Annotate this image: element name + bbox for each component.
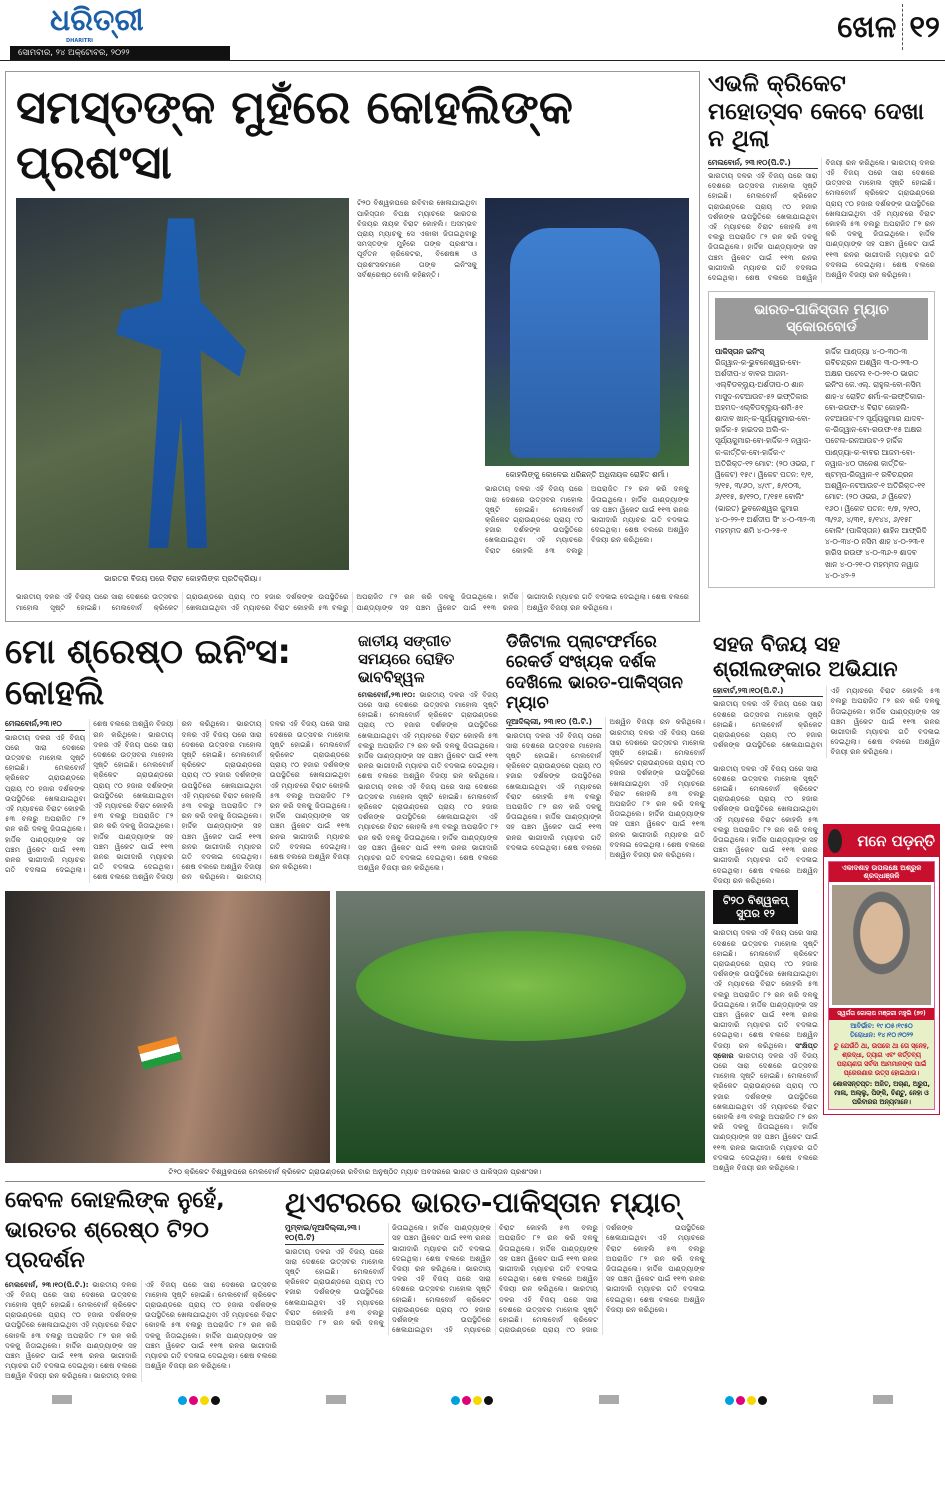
story2-headline: ମୋ ଶ୍ରେଷ୍ଠ ଇନିଂସ: କୋହଲି <box>5 631 291 713</box>
story3-text: ଭାରତୀୟ ଦଳର ଏହି ବିଜୟ ପରେ ସାରା ଦେଶରେ ଉତ୍ସବର ମାହୋଲ ସୃଷ୍ଟି ହୋଇଛି। ମେଲବୋର୍ନ କ୍ରିକେଟ ଗ୍ରାଉଣ୍ଡରେ ପ୍ରାୟ ୯୦ ହଜାର ଦର୍ଶକଙ୍କ ଉପସ୍ଥିତିରେ ଖେଳାଯାଇଥିବା ଏହି ମ୍ୟାଚରେ ବିରାଟ କୋହଲି ୫୩ ବଲରୁ ଅପରାଜିତ ୮୨ ରନ କରି ଦଳକୁ ଜିତାଇଥିଲେ। ହାର୍ଦ୍ଦିକ ପାଣ୍ଡ୍ୟାଙ୍କ ସହ ପଞ୍ଚମ ୱିକେଟ ପାଇଁ ୧୧୩ ରନର ଭାଗୀଦାରି ମ୍ୟାଚର ଗତି ବଦଳାଇ ଦେଇଥିଲା। ଶେଷ ବଲରେ ଅଶ୍ୱିନ ବିଜୟୀ ରନ କରିଥିଲେ। <box>358 689 498 781</box>
memorial-title: ମନେ ପଡ଼ନ୍ତି <box>857 831 935 850</box>
story6-headline: ଥିଏଟରରେ ଭାରତ-ପାକିସ୍ତାନ ମ୍ୟାଚ୍ <box>285 1185 681 1219</box>
memorial-inner <box>828 861 935 1110</box>
memorial-ad <box>823 824 940 1115</box>
story6 <box>285 1186 705 1336</box>
lead-body-middle: ଟି୨୦ ବିଶ୍ୱକପରେ ରବିବାର ଖେଳାଯାଇଥିବା ପାକିସ୍ତାନ ବିପକ୍ଷ ମ୍ୟାଚରେ ଭାରତର ବିଜୟର ନାୟକ ବିରାଟ କୋହଲି। ଅସମ୍ଭବ ପ୍ରାୟ ମ୍ୟାଚକୁ ସେ ଏକାକୀ ଜିତାଇଥିବାରୁ ସମସ୍ତଙ୍କ ମୁହଁରେ ତାଙ୍କ ପ୍ରଶଂସା। ପୂର୍ବତନ କ୍ରିକେଟର, ବିଶେଷଜ୍ଞ ଓ ପ୍ରଶଂସକମାନେ ତାଙ୍କ ଇନିଂସକୁ ସର୍ବଶ୍ରେଷ୍ଠ ବୋଲି କହିଛନ୍ତି। <box>357 198 477 279</box>
right-column-top <box>708 71 935 588</box>
story7-body-left: ଭାରତୀୟ ଦଳର ଏହି ବିଜୟ ପରେ ସାରା ଦେଶରେ ଉତ୍ସବର ମାହୋଲ ସୃଷ୍ଟି ହୋଇଛି। ମେଲବୋର୍ନ କ୍ରିକେଟ ଗ୍ରାଉଣ୍ଡରେ ପ୍ରାୟ ୯୦ ହଜାର ଦର୍ଶକଙ୍କ ଉପସ୍ଥିତିରେ ଖେଳାଯାଇଥିବା ଏହି ମ୍ୟାଚରେ ବିରାଟ କୋହଲି ୫୩ ବଲରୁ ଅପରାଜିତ ୮୨ ରନ କରି ଦଳକୁ ଜିତାଇଥିଲେ। ହାର୍ଦ୍ଦିକ ପାଣ୍ଡ୍ୟାଙ୍କ ସହ ପଞ୍ଚମ ୱିକେଟ ପାଇଁ ୧୧୩ ରନର ଭାଗୀଦାରି ମ୍ୟାଚର ଗତି ବଦଳାଇ ଦେଇଥିଲା। ଶେଷ ବଲରେ ଅଶ୍ୱିନ ବିଜୟୀ ରନ କରିଥିଲେ। <box>713 763 818 885</box>
side-headline: ଏଭଳି କ୍ରିକେଟ ମହୋତ୍ସବ କେବେ ଦେଖା ନ ଥିଲା <box>708 71 924 153</box>
page-number: ୧୨ <box>909 9 940 45</box>
green-hat <box>356 931 686 1041</box>
story6-text: ଭାରତୀୟ ଦଳର ଏହି ବିଜୟ ପରେ ସାରା ଦେଶରେ ଉତ୍ସବର ମାହୋଲ ସୃଷ୍ଟି ହୋଇଛି। ମେଲବୋର୍ନ କ୍ରିକେଟ ଗ୍ରାଉଣ୍ଡରେ ପ୍ରାୟ ୯୦ ହଜାର ଦର୍ଶକଙ୍କ ଉପସ୍ଥିତିରେ ଖେଳାଯାଇଥିବା ଏହି ମ୍ୟାଚରେ ବିରାଟ କୋହଲି ୫୩ ବଲରୁ ଅପରାଜିତ ୮୨ ରନ କରି ଦଳକୁ ଜିତାଇଥିଲେ। ହାର୍ଦ୍ଦିକ ପାଣ୍ଡ୍ୟାଙ୍କ ସହ ପଞ୍ଚମ ୱିକେଟ ପାଇଁ ୧୧୩ ରନର ଭାଗୀଦାରି ମ୍ୟାଚର ଗତି ବଦଳାଇ ଦେଇଥିଲା। ଶେଷ ବଲରେ ଅଶ୍ୱିନ ବିଜୟୀ ରନ କରିଥିଲେ। <box>285 1223 491 1328</box>
memorial-header <box>824 825 939 857</box>
story7-text: ଭାରତୀୟ ଦଳର ଏହି ବିଜୟ ପରେ ସାରା ଦେଶରେ ଉତ୍ସବର ମାହୋଲ ସୃଷ୍ଟି ହୋଇଛି। ମେଲବୋର୍ନ କ୍ରିକେଟ ଗ୍ରାଉଣ୍ଡରେ ପ୍ରାୟ ୯୦ ହଜାର ଦର୍ଶକଙ୍କ ଉପସ୍ଥିତିରେ ଖେଳାଯାଇଥିବା ଏହି ମ୍ୟାଚରେ ବିରାଟ କୋହଲି ୫୩ ବଲରୁ ଅପରାଜିତ ୮୨ ରନ କରି ଦଳକୁ ଜିତାଇଥିଲେ। ହାର୍ଦ୍ଦିକ ପାଣ୍ଡ୍ୟାଙ୍କ ସହ ପଞ୍ଚମ ୱିକେଟ ପାଇଁ ୧୧୩ ରନର ଭାଗୀଦାରି ମ୍ୟାଚର ଗତି ବଦଳାଇ ଦେଇଥିଲା। ଶେଷ ବଲରେ ଅଶ୍ୱିନ ବିଜୟୀ ରନ କରିଥିଲେ। <box>713 928 818 1050</box>
scoreboard-title: ଭାରତ-ପାକିସ୍ତାନ ମ୍ୟାଚ ସ୍କୋରବୋର୍ଡ <box>715 298 928 340</box>
issue-date: ସୋମବାର, ୨୪ ଅକ୍ଟୋବର, ୨୦୨୨ <box>10 46 230 60</box>
story4-headline: ଡିଜିଟାଲ ପ୍ଲାଟଫର୍ମରେ ରେକର୍ଡ ସଂଖ୍ୟକ ଦର୍ଶକ ଦେଖିଲେ ଭାରତ-ପାକିସ୍ତାନ ମ୍ୟାଚ <box>506 631 683 713</box>
story5-headline: କେବଳ କୋହଲିଙ୍କ ନୁହେଁ, ଭାରତର ଶ୍ରେଷ୍ଠ ଟି୨୦ ପ୍ରଦର୍ଶନ <box>5 1187 225 1273</box>
memorial-name: ସ୍ୱର୍ଗତା ଗୋଲାପ ମଞ୍ଜରୀ ମହୁଲି (୭୨) <box>829 1008 934 1019</box>
world-cup-badge: ଟି୨୦ ବିଶ୍ୱକପ୍ ସୁପର ୧୨ <box>713 890 798 924</box>
masthead <box>0 0 945 61</box>
tricolor-face-paint <box>138 1036 183 1070</box>
story7-dateline: ହୋବାର୍ଟ,୨୩।୧୦(ପି.ଟି.) <box>713 686 823 697</box>
lead-body-right: ଭାରତୀୟ ଦଳର ଏହି ବିଜୟ ପରେ ସାରା ଦେଶରେ ଉତ୍ସବର ମାହୋଲ ସୃଷ୍ଟି ହୋଇଛି। ମେଲବୋର୍ନ କ୍ରିକେଟ ଗ୍ରାଉଣ୍ଡରେ ପ୍ରାୟ ୯୦ ହଜାର ଦର୍ଶକଙ୍କ ଉପସ୍ଥିତିରେ ଖେଳାଯାଇଥିବା ଏହି ମ୍ୟାଚରେ ବିରାଟ କୋହଲି ୫୩ ବଲରୁ ଅପରାଜିତ ୮୨ ରନ କରି ଦଳକୁ ଜିତାଇଥିଲେ। ହାର୍ଦ୍ଦିକ ପାଣ୍ଡ୍ୟାଙ୍କ ସହ ପଞ୍ଚମ ୱିକେଟ ପାଇଁ ୧୧୩ ରନର ଭାଗୀଦାରି ମ୍ୟାଚର ଗତି ବଦଳାଇ ଦେଇଥିଲା। ଶେଷ ବଲରେ ଅଶ୍ୱିନ ବିଜୟୀ ରନ କରିଥିଲେ। <box>485 484 689 555</box>
lead-photo-caption-left: ଭାରତର ବିଜୟ ପରେ ବିରାଟ କୋହଲିଙ୍କ ପ୍ରତିକ୍ରିୟା। <box>104 574 261 584</box>
side-body <box>708 158 935 283</box>
story7-text: ଭାରତୀୟ ଦଳର ଏହି ବିଜୟ ପରେ ସାରା ଦେଶରେ ଉତ୍ସବର ମାହୋଲ ସୃଷ୍ଟି ହୋଇଛି। ମେଲବୋର୍ନ କ୍ରିକେଟ ଗ୍ରାଉଣ୍ଡରେ ପ୍ରାୟ ୯୦ ହଜାର ଦର୍ଶକଙ୍କ ଉପସ୍ଥିତିରେ ଖେଳାଯାଇଥିବା ଏହି ମ୍ୟାଚରେ ବିରାଟ କୋହଲି ୫୩ ବଲରୁ ଅପରାଜିତ ୮୨ ରନ କରି ଦଳକୁ ଜିତାଇଥିଲେ। ହାର୍ଦ୍ଦିକ ପାଣ୍ଡ୍ୟାଙ୍କ ସହ ପଞ୍ଚମ ୱିକେଟ ପାଇଁ ୧୧୩ ରନର ଭାଗୀଦାରି ମ୍ୟାଚର ଗତି ବଦଳାଇ ଦେଇଥିଲା। ଶେଷ ବଲରେ ଅଶ୍ୱିନ ବିଜୟୀ ରନ କରିଥିଲେ। <box>713 686 940 757</box>
story6-text: ଭାରତୀୟ ଦଳର ଏହି ବିଜୟ ପରେ ସାରା ଦେଶରେ ଉତ୍ସବର ମାହୋଲ ସୃଷ୍ଟି ହୋଇଛି। ମେଲବୋର୍ନ କ୍ରିକେଟ ଗ୍ରାଉଣ୍ଡରେ ପ୍ରାୟ ୯୦ ହଜାର ଦର୍ଶକଙ୍କ ଉପସ୍ଥିତିରେ ଖେଳାଯାଇଥିବା ଏହି ମ୍ୟାଚରେ ବିରାଟ କୋହଲି ୫୩ ବଲରୁ ଅପରାଜିତ ୮୨ ରନ କରି ଦଳକୁ ଜିତାଇଥିଲେ। ହାର୍ଦ୍ଦିକ ପାଣ୍ଡ୍ୟାଙ୍କ ସହ ପଞ୍ଚମ ୱିକେଟ ପାଇଁ ୧୧୩ ରନର ଭାଗୀଦାରି ମ୍ୟାଚର ଗତି ବଦଳାଇ ଦେଇଥିଲା। ଶେଷ ବଲରେ ଅଶ୍ୱିନ ବିଜୟୀ ରନ କରିଥିଲେ। <box>392 1223 598 1335</box>
lead-headline: ସମସ୍ତଙ୍କ ମୁହଁରେ କୋହଲିଙ୍କ ପ୍ରଶଂସା <box>16 80 573 190</box>
top-row <box>0 71 945 622</box>
logo: ଧରିତ୍ରୀ <box>50 3 144 38</box>
scoreboard-lines: ରିଜ୍ୱାନ-କ-ଭୁବନେଶ୍ୱର-ବୋ-ଅର୍ଶଦୀପ-୪ ବାବର ଆଜମ-ଏଲ୍‌ବିଡବ୍ଲ୍ୟୁ-ଅର୍ଶଦୀପ-୦ ଶାନ ମାସୁଦ-ନଟଆଉଟ-୫୨ ଇଫ୍ତିକାର ଅହମଦ-ଏଲ୍‌ବିଡବ୍ଲ୍ୟୁ-ଶମି-୫୧ ଶାଦାବ ଖାନ୍-କ-ସୂର୍ଯ୍ୟକୁମାର-ବୋ-ହାର୍ଦ୍ଦିକ-୫ ହାଇଦର ଅଲି-କ-ସୂର୍ଯ୍ୟକୁମାର-ବୋ-ହାର୍ଦ୍ଦିକ-୨ ନୱାଜ-କ-କାର୍ତ୍ତିକ-ବୋ-ହାର୍ଦ୍ଦିକ-୯ ଅତିରିକ୍ତ-୧୨ ମୋଟ: (୨୦ ଓଭର, ୮ ୱିକେଟ) ୧୫୯। ୱିକେଟ ପତନ: ୧/୧, ୨/୧୫, ୩/୬୦, ୪/୯୮, ୫/୧୦୩, ୬/୧୧୫, ୭/୧୨୦, ୮/୧୫୧ ବୋଲିଂ (ଭାରତ) ଭୁବନେଶ୍ୱର କୁମାର ୪-୦-୨୨-୧ ଅର୍ଶଦୀପ ସିଂ ୪-୦-୩୨-୩ ମହମ୍ମଦ ଶମି ୪-୦-୨୫-୧ <box>715 358 816 536</box>
section-divider <box>902 4 903 50</box>
bottom-stories <box>5 1186 705 1382</box>
lead-content <box>16 198 689 588</box>
story3-headline: ଜାତୀୟ ସଙ୍ଗୀତ ସମୟରେ ରୋହିତ ଭାବବିହ୍ୱଳ <box>358 631 455 686</box>
player-figure <box>116 218 246 548</box>
story4-text: ଭାରତୀୟ ଦଳର ଏହି ବିଜୟ ପରେ ସାରା ଦେଶରେ ଉତ୍ସବର ମାହୋଲ ସୃଷ୍ଟି ହୋଇଛି। ମେଲବୋର୍ନ କ୍ରିକେଟ ଗ୍ରାଉଣ୍ଡରେ ପ୍ରାୟ ୯୦ ହଜାର ଦର୍ଶକଙ୍କ ଉପସ୍ଥିତିରେ ଖେଳାଯାଇଥିବା ଏହି ମ୍ୟାଚରେ ବିରାଟ କୋହଲି ୫୩ ବଲରୁ ଅପରାଜିତ ୮୨ ରନ କରି ଦଳକୁ ଜିତାଇଥିଲେ। ହାର୍ଦ୍ଦିକ ପାଣ୍ଡ୍ୟାଙ୍କ ସହ ପଞ୍ଚମ ୱିକେଟ ପାଇଁ ୧୧୩ ରନର ଭାଗୀଦାରି ମ୍ୟାଚର ଗତି ବଦଳାଇ ଦେଇଥିଲା। ଶେଷ ବଲରେ ଅଶ୍ୱିନ ବିଜୟୀ ରନ କରିଥିଲେ। <box>609 727 705 859</box>
kohli-celebration-photo <box>16 198 349 570</box>
story6-dateline: ମୁମ୍ବାଇ/ନୂଆଦିଲ୍ଲୀ,୨୩।୧୦(ପି.ଟି) <box>285 1223 384 1244</box>
cmyk-dots <box>724 1390 768 1409</box>
logo-subtext: DHARITRI <box>66 38 94 44</box>
lead-body-bottom: ଭାରତୀୟ ଦଳର ଏହି ବିଜୟ ପରେ ସାରା ଦେଶରେ ଉତ୍ସବର ମାହୋଲ ସୃଷ୍ଟି ହୋଇଛି। ମେଲବୋର୍ନ କ୍ରିକେଟ ଗ୍ରାଉଣ୍ଡରେ ପ୍ରାୟ ୯୦ ହଜାର ଦର୍ଶକଙ୍କ ଉପସ୍ଥିତିରେ ଖେଳାଯାଇଥିବା ଏହି ମ୍ୟାଚରେ ବିରାଟ କୋହଲି ୫୩ ବଲରୁ ଅପରାଜିତ ୮୨ ରନ କରି ଦଳକୁ ଜିତାଇଥିଲେ। ହାର୍ଦ୍ଦିକ ପାଣ୍ଡ୍ୟାଙ୍କ ସହ ପଞ୍ଚମ ୱିକେଟ ପାଇଁ ୧୧୩ ରନର ଭାଗୀଦାରି ମ୍ୟାଚର ଗତି ବଦଳାଇ ଦେଇଥିଲା। ଶେଷ ବଲରେ ଅଶ୍ୱିନ ବିଜୟୀ ରନ କରିଥିଲେ। <box>16 592 689 612</box>
memorial-subtitle: ଏକାଦଶାହ ଉପଲକ୍ଷେ ଅଶ୍ରୁଳ ଶ୍ରଦ୍ଧାଞ୍ଜଳି <box>829 862 934 883</box>
photo-caption: ଟି୨୦ କ୍ରିକେଟ ବିଶ୍ୱକପରେ ମେଲବୋର୍ନ କ୍ରିକେଟ ଗ୍ରାଉଣ୍ଡରେ ରବିବାର ଅନୁଷ୍ଠିତ ମ୍ୟାଚ ଅବସରରେ ଭାରତ ଓ ପାକିସ୍ତାନ ପ୍ରଶଂସକ। <box>168 1166 542 1176</box>
story4-body <box>506 717 705 860</box>
left-main <box>5 632 705 1382</box>
pakistan-innings-label: ପାକିସ୍ତାନ ଇନିଂସ୍ <box>715 346 764 356</box>
gray-mark <box>52 1395 72 1404</box>
indian-fan-photo <box>5 891 330 1163</box>
scoreboard-body <box>715 346 928 581</box>
story4-dateline: ନୂଆଦିଲ୍ଲୀ, ୨୩।୧୦ (ପି.ଟି.) <box>506 717 602 728</box>
story7-body-bottom <box>713 928 818 1173</box>
players-figure <box>510 228 660 458</box>
story2-text: ଭାରତୀୟ ଦଳର ଏହି ବିଜୟ ପରେ ସାରା ଦେଶରେ ଉତ୍ସବର ମାହୋଲ ସୃଷ୍ଟି ହୋଇଛି। ମେଲବୋର୍ନ କ୍ରିକେଟ ଗ୍ରାଉଣ୍ଡରେ ପ୍ରାୟ ୯୦ ହଜାର ଦର୍ଶକଙ୍କ ଉପସ୍ଥିତିରେ ଖେଳାଯାଇଥିବା ଏହି ମ୍ୟାଚରେ ବିରାଟ କୋହଲି ୫୩ ବଲରୁ ଅପରାଜିତ ୮୨ ରନ କରି ଦଳକୁ ଜିତାଇଥିଲେ। ହାର୍ଦ୍ଦିକ ପାଣ୍ଡ୍ୟାଙ୍କ ସହ ପଞ୍ଚମ ୱିକେଟ ପାଇଁ ୧୧୩ ରନର ଭାଗୀଦାରି ମ୍ୟାଚର ଗତି ବଦଳାଇ ଦେଇଥିଲା। ଶେଷ ବଲରେ ଅଶ୍ୱିନ ବିଜୟୀ ରନ କରିଥିଲେ। <box>5 719 174 875</box>
photo-row <box>5 891 705 1163</box>
memorial-details <box>829 1020 934 1109</box>
story3-body <box>358 690 498 874</box>
section-name: ଖେଳ <box>837 9 897 45</box>
side-dateline: ମେଲବୋର୍ନ, ୨୩।୧୦(ପି.ଟି.) <box>708 158 818 169</box>
story7-lower <box>713 764 940 1174</box>
story6-text: ଭାରତୀୟ ଦଳର ଏହି ବିଜୟ ପରେ ସାରା ଦେଶରେ ଉତ୍ସବର ମାହୋଲ ସୃଷ୍ଟି ହୋଇଛି। ମେଲବୋର୍ନ କ୍ରିକେଟ ଗ୍ରାଉଣ୍ଡରେ ପ୍ରାୟ ୯୦ ହଜାର ଦର୍ଶକଙ୍କ ଉପସ୍ଥିତିରେ ଖେଳାଯାଇଥିବା ଏହି ମ୍ୟାଚରେ ବିରାଟ କୋହଲି ୫୩ ବଲରୁ ଅପରାଜିତ ୮୨ ରନ କରି ଦଳକୁ ଜିତାଇଥିଲେ। ହାର୍ଦ୍ଦିକ ପାଣ୍ଡ୍ୟାଙ୍କ ସହ ପଞ୍ଚମ ୱିକେଟ ପାଇଁ ୧୧୩ ରନର ଭାଗୀଦାରି ମ୍ୟାଚର ଗତି ବଦଳାଇ ଦେଇଥିଲା। ଶେଷ ବଲରେ ଅଶ୍ୱିନ ବିଜୟୀ ରନ କରିଥିଲେ। <box>499 1223 705 1335</box>
gray-mark <box>873 1395 893 1404</box>
story5-text: ଭାରତୀୟ ଦଳର ଏହି ବିଜୟ ପରେ ସାରା ଦେଶରେ ଉତ୍ସବର ମାହୋଲ ସୃଷ୍ଟି ହୋଇଛି। ମେଲବୋର୍ନ କ୍ରିକେଟ ଗ୍ରାଉଣ୍ଡରେ ପ୍ରାୟ ୯୦ ହଜାର ଦର୍ଶକଙ୍କ ଉପସ୍ଥିତିରେ ଖେଳାଯାଇଥିବା ଏହି ମ୍ୟାଚରେ ବିରାଟ କୋହଲି ୫୩ ବଲରୁ ଅପରାଜିତ ୮୨ ରନ କରି ଦଳକୁ ଜିତାଇଥିଲେ। ହାର୍ଦ୍ଦିକ ପାଣ୍ଡ୍ୟାଙ୍କ ସହ ପଞ୍ଚମ ୱିକେଟ ପାଇଁ ୧୧୩ ରନର ଭାଗୀଦାରି ମ୍ୟାଚର ଗତି ବଦଳାଇ ଦେଇଥିଲା। ଶେଷ ବଲରେ ଅଶ୍ୱିନ ବିଜୟୀ ରନ କରିଥିଲେ। <box>5 1279 138 1381</box>
memorial-mourners: ଶୋକସନ୍ତପ୍ତ: ଅଜିତ, ଅଚାଣ, ଅରୁପ, ମାଳା, ଅଲ୍ଲୁ, ପିଙ୍କି, ଚିଣ୍ଟୁ, ନେହା ଓ ପରିବାରର ଅନ୍ୟମାନେ। <box>833 1079 930 1106</box>
story4-text: ଭାରତୀୟ ଦଳର ଏହି ବିଜୟ ପରେ ସାରା ଦେଶରେ ଉତ୍ସବର ମାହୋଲ ସୃଷ୍ଟି ହୋଇଛି। ମେଲବୋର୍ନ କ୍ରିକେଟ ଗ୍ରାଉଣ୍ଡରେ ପ୍ରାୟ ୯୦ ହଜାର ଦର୍ଶକଙ୍କ ଉପସ୍ଥିତିରେ ଖେଳାଯାଇଥିବା ଏହି ମ୍ୟାଚରେ ବିରାଟ କୋହଲି ୫୩ ବଲରୁ ଅପରାଜିତ ୮୨ ରନ କରି ଦଳକୁ ଜିତାଇଥିଲେ। ହାର୍ଦ୍ଦିକ ପାଣ୍ଡ୍ୟାଙ୍କ ସହ ପଞ୍ଚମ ୱିକେଟ ପାଇଁ ୧୧୩ ରନର ଭାଗୀଦାରି ମ୍ୟାଚର ଗତି ବଦଳାଇ ଦେଇଥିଲା। ଶେଷ ବଲରେ ଅଶ୍ୱିନ ବିଜୟୀ ରନ କରିଥିଲେ। <box>506 717 705 852</box>
pakistan-fan-photo <box>336 891 705 1163</box>
candle-icon <box>828 829 842 853</box>
lead-story <box>5 71 700 622</box>
scoreboard-left <box>715 346 819 536</box>
story5 <box>5 1186 277 1382</box>
story5-dateline: ମେଲବୋର୍ନ, ୨୩।୧୦(ପି.ଟି.): <box>5 1279 89 1289</box>
memorial-portrait <box>832 885 931 1005</box>
memorial-message: ତୁ ଯେଉଁଠି ଥା, ଉପରେ ଥା ତୋ ସ୍ନେହ, ଶ୍ରଦ୍ଧା, ତ୍ୟାଗ ଏବଂ କର୍ତ୍ତବ୍ୟ ପରାୟଣତା ସର୍ବଦା ଆମମାନଙ୍କ ପାଇଁ ପ୍ରେରଣାର ଉତ୍ସ ହୋଇଥାଉ। <box>833 1041 930 1077</box>
masthead-left <box>10 4 230 60</box>
lead-left-column <box>16 198 349 588</box>
story7-text: ଭାରତୀୟ ଦଳର ଏହି ବିଜୟ ପରେ ସାରା ଦେଶରେ ଉତ୍ସବର ମାହୋଲ ସୃଷ୍ଟି ହୋଇଛି। ମେଲବୋର୍ନ କ୍ରିକେଟ ଗ୍ରାଉଣ୍ଡରେ ପ୍ରାୟ ୯୦ ହଜାର ଦର୍ଶକଙ୍କ ଉପସ୍ଥିତିରେ ଖେଳାଯାଇଥିବା ଏହି ମ୍ୟାଚରେ ବିରାଟ କୋହଲି ୫୩ ବଲରୁ ଅପରାଜିତ ୮୨ ରନ କରି ଦଳକୁ ଜିତାଇଥିଲେ। ହାର୍ଦ୍ଦିକ ପାଣ୍ଡ୍ୟାଙ୍କ ସହ ପଞ୍ଚମ ୱିକେଟ ପାଇଁ ୧୧୩ ରନର ଭାଗୀଦାରି ମ୍ୟାଚର ଗତି ବଦଳାଇ ଦେଇଥିଲା। ଶେଷ ବଲରେ ଅଶ୍ୱିନ ବିଜୟୀ ରନ କରିଥିଲେ। <box>713 1050 818 1173</box>
print-color-marks <box>0 1382 945 1413</box>
story7-headline: ସହଜ ବିଜୟ ସହ ଶ୍ରୀଲଙ୍କାର ଅଭିଯାନ <box>713 631 898 681</box>
lead-photo-caption-right: କୋହଲିଙ୍କୁ କୋଳେଇ ଧରିଛନ୍ତି ଅଧିନାୟକ ରୋହିତ ଶର୍ମା। <box>505 470 669 480</box>
story2-text: ଭାରତୀୟ ଦଳର ଏହି ବିଜୟ ପରେ ସାରା ଦେଶରେ ଉତ୍ସବର ମାହୋଲ ସୃଷ୍ଟି ହୋଇଛି। ମେଲବୋର୍ନ କ୍ରିକେଟ ଗ୍ରାଉଣ୍ଡରେ ପ୍ରାୟ ୯୦ ହଜାର ଦର୍ଶକଙ୍କ ଉପସ୍ଥିତିରେ ଖେଳାଯାଇଥିବା ଏହି ମ୍ୟାଚରେ ବିରାଟ କୋହଲି ୫୩ ବଲରୁ ଅପରାଜିତ ୮୨ ରନ କରି ଦଳକୁ ଜିତାଇଥିଲେ। ହାର୍ଦ୍ଦିକ ପାଣ୍ଡ୍ୟାଙ୍କ ସହ ପଞ୍ଚମ ୱିକେଟ ପାଇଁ ୧୧୩ ରନର ଭାଗୀଦାରି ମ୍ୟାଚର ଗତି ବଦଳାଇ ଦେଇଥିଲା। ଶେଷ ବଲରେ ଅଶ୍ୱିନ ବିଜୟୀ ରନ କରିଥିଲେ। <box>93 719 237 882</box>
side-text: ଭାରତୀୟ ଦଳର ଏହି ବିଜୟ ପରେ ସାରା ଦେଶରେ ଉତ୍ସବର ମାହୋଲ ସୃଷ୍ଟି ହୋଇଛି। ମେଲବୋର୍ନ କ୍ରିକେଟ ଗ୍ରାଉଣ୍ଡରେ ପ୍ରାୟ ୯୦ ହଜାର ଦର୍ଶକଙ୍କ ଉପସ୍ଥିତିରେ ଖେଳାଯାଇଥିବା ଏହି ମ୍ୟାଚରେ ବିରାଟ କୋହଲି ୫୩ ବଲରୁ ଅପରାଜିତ ୮୨ ରନ କରି ଦଳକୁ ଜିତାଇଥିଲେ। ହାର୍ଦ୍ଦିକ ପାଣ୍ଡ୍ୟାଙ୍କ ସହ ପଞ୍ଚମ ୱିକେଟ ପାଇଁ ୧୧୩ ରନର ଭାଗୀଦାରି ମ୍ୟାଚର ଗତି ବଦଳାଇ ଦେଇଥିଲା। ଶେଷ ବଲରେ ଅଶ୍ୱିନ ବିଜୟୀ ରନ କରିଥିଲେ। <box>825 157 935 280</box>
story2-body <box>5 719 350 882</box>
story2-text: ଭାରତୀୟ ଦଳର ଏହି ବିଜୟ ପରେ ସାରା ଦେଶରେ ଉତ୍ସବର ମାହୋଲ ସୃଷ୍ଟି ହୋଇଛି। ମେଲବୋର୍ନ କ୍ରିକେଟ ଗ୍ରାଉଣ୍ଡରେ ପ୍ରାୟ ୯୦ ହଜାର ଦର୍ଶକଙ୍କ ଉପସ୍ଥିତିରେ ଖେଳାଯାଇଥିବା ଏହି ମ୍ୟାଚରେ ବିରାଟ କୋହଲି ୫୩ ବଲରୁ ଅପରାଜିତ ୮୨ ରନ କରି ଦଳକୁ ଜିତାଇଥିଲେ। ହାର୍ଦ୍ଦିକ ପାଣ୍ଡ୍ୟାଙ୍କ ସହ ପଞ୍ଚମ ୱିକେଟ ପାଇଁ ୧୧୩ ରନର ଭାଗୀଦାରି ମ୍ୟାଚର ଗତି ବଦଳାଇ ଦେଇଥିଲା। ଶେଷ ବଲରେ ଅଶ୍ୱିନ ବିଜୟୀ ରନ କରିଥିଲେ। <box>181 719 262 882</box>
memorial-born: ଆବିର୍ଭାବ: ୧୯।୦୫।୧୯୫୦ <box>850 1021 913 1030</box>
gray-mark <box>326 1395 346 1404</box>
story5-text: ଭାରତୀୟ ଦଳର ଏହି ବିଜୟ ପରେ ସାରା ଦେଶରେ ଉତ୍ସବର ମାହୋଲ ସୃଷ୍ଟି ହୋଇଛି। ମେଲବୋର୍ନ କ୍ରିକେଟ ଗ୍ରାଉଣ୍ଡରେ ପ୍ରାୟ ୯୦ ହଜାର ଦର୍ଶକଙ୍କ ଉପସ୍ଥିତିରେ ଖେଳାଯାଇଥିବା ଏହି ମ୍ୟାଚରେ ବିରାଟ କୋହଲି ୫୩ ବଲରୁ ଅପରାଜିତ ୮୨ ରନ କରି ଦଳକୁ ଜିତାଇଥିଲେ। ହାର୍ଦ୍ଦିକ ପାଣ୍ଡ୍ୟାଙ୍କ ସହ ପଞ୍ଚମ ୱିକେଟ ପାଇଁ ୧୧୩ ରନର ଭାଗୀଦାରି ମ୍ୟାଚର ଗତି ବଦଳାଇ ଦେଇଥିଲା। ଶେଷ ବଲରେ ଅଶ୍ୱିନ ବିଜୟୀ ରନ କରିଥିଲେ। <box>93 1279 277 1381</box>
story7-left-column <box>713 764 818 1174</box>
middle-stories <box>5 632 705 883</box>
story7-body-top <box>713 686 940 757</box>
lead-right-column <box>485 198 689 555</box>
cmyk-dots <box>177 1390 221 1409</box>
masthead-right <box>837 4 940 50</box>
story3-dateline: ମେଲବୋର୍ନ,୨୩।୧୦: <box>358 689 416 699</box>
story2-dateline: ମେଲବୋର୍ନ,୨୩।୧୦ <box>5 719 85 730</box>
memorial-died: ତିରୋଧାନ: ୧୪।୧୦।୨୦୨୨ <box>849 1030 914 1039</box>
brief-score-subhead: ସଂକ୍ଷିପ୍ତ ସ୍କୋର <box>713 1040 818 1060</box>
bottom-section <box>0 622 945 1382</box>
kohli-rohit-hug-photo <box>485 198 689 466</box>
right-column-bottom <box>713 632 940 1173</box>
story4 <box>506 632 705 860</box>
story5-body <box>5 1280 277 1382</box>
divider <box>5 1181 705 1182</box>
story2 <box>5 632 350 883</box>
story3 <box>358 632 498 874</box>
scoreboard <box>708 291 935 588</box>
story3-text: ଭାରତୀୟ ଦଳର ଏହି ବିଜୟ ପରେ ସାରା ଦେଶରେ ଉତ୍ସବର ମାହୋଲ ସୃଷ୍ଟି ହୋଇଛି। ମେଲବୋର୍ନ କ୍ରିକେଟ ଗ୍ରାଉଣ୍ଡରେ ପ୍ରାୟ ୯୦ ହଜାର ଦର୍ଶକଙ୍କ ଉପସ୍ଥିତିରେ ଖେଳାଯାଇଥିବା ଏହି ମ୍ୟାଚରେ ବିରାଟ କୋହଲି ୫୩ ବଲରୁ ଅପରାଜିତ ୮୨ ରନ କରି ଦଳକୁ ଜିତାଇଥିଲେ। ହାର୍ଦ୍ଦିକ ପାଣ୍ଡ୍ୟାଙ୍କ ସହ ପଞ୍ଚମ ୱିକେଟ ପାଇଁ ୧୧୩ ରନର ଭାଗୀଦାରି ମ୍ୟାଚର ଗତି ବଦଳାଇ ଦେଇଥିଲା। ଶେଷ ବଲରେ ଅଶ୍ୱିନ ବିଜୟୀ ରନ କରିଥିଲେ। <box>358 781 498 873</box>
story2-text: ଭାରତୀୟ ଦଳର ଏହି ବିଜୟ ପରେ ସାରା ଦେଶରେ ଉତ୍ସବର ମାହୋଲ ସୃଷ୍ଟି ହୋଇଛି। ମେଲବୋର୍ନ କ୍ରିକେଟ ଗ୍ରାଉଣ୍ଡରେ ପ୍ରାୟ ୯୦ ହଜାର ଦର୍ଶକଙ୍କ ଉପସ୍ଥିତିରେ ଖେଳାଯାଇଥିବା ଏହି ମ୍ୟାଚରେ ବିରାଟ କୋହଲି ୫୩ ବଲରୁ ଅପରାଜିତ ୮୨ ରନ କରି ଦଳକୁ ଜିତାଇଥିଲେ। ହାର୍ଦ୍ଦିକ ପାଣ୍ଡ୍ୟାଙ୍କ ସହ ପଞ୍ଚମ ୱିକେଟ ପାଇଁ ୧୧୩ ରନର ଭାଗୀଦାରି ମ୍ୟାଚର ଗତି ବଦଳାଇ ଦେଇଥିଲା। ଶେଷ ବଲରେ ଅଶ୍ୱିନ ବିଜୟୀ ରନ କରିଥିଲେ। <box>236 719 350 882</box>
cmyk-dots <box>450 1390 494 1409</box>
story6-body <box>285 1223 705 1335</box>
gray-mark <box>599 1395 619 1404</box>
side-text: ଭାରତୀୟ ଦଳର ଏହି ବିଜୟ ପରେ ସାରା ଦେଶରେ ଉତ୍ସବର ମାହୋଲ ସୃଷ୍ଟି ହୋଇଛି। ମେଲବୋର୍ନ କ୍ରିକେଟ ଗ୍ରାଉଣ୍ଡରେ ପ୍ରାୟ ୯୦ ହଜାର ଦର୍ଶକଙ୍କ ଉପସ୍ଥିତିରେ ଖେଳାଯାଇଥିବା ଏହି ମ୍ୟାଚରେ ବିରାଟ କୋହଲି ୫୩ ବଲରୁ ଅପରାଜିତ ୮୨ ରନ କରି ଦଳକୁ ଜିତାଇଥିଲେ। ହାର୍ଦ୍ଦିକ ପାଣ୍ଡ୍ୟାଙ୍କ ସହ ପଞ୍ଚମ ୱିକେଟ ପାଇଁ ୧୧୩ ରନର ଭାଗୀଦାରି ମ୍ୟାଚର ଗତି ବଦଳାଇ ଦେଇଥିଲା। ଶେଷ ବଲରେ ଅଶ୍ୱିନ ବିଜୟୀ ରନ କରିଥିଲେ। <box>708 157 892 283</box>
scoreboard-right: ହାର୍ଦ୍ଦିକ ପାଣ୍ଡ୍ୟା ୪-୦-୩୦-୩ ରବିଚନ୍ଦ୍ରନ ଅଶ୍ୱିନ ୩-୦-୨୩-୦ ଅକ୍ଷର ପଟେଲ ୧-୦-୨୧-୦ ଭାରତ ଇନିଂସ କେ.ଏଲ୍. ରାହୁଲ-ବୋ-ନସିମ ଶାହ-୪ ରୋହିତ ଶର୍ମା-କ-ଇଫ୍ତିକାର-ବୋ-ରଉଫ-୪ ବିରାଟ କୋହଲି-ନଟଆଉଟ-୮୨ ସୂର୍ଯ୍ୟକୁମାର ଯାଦବ-କ-ରିଜ୍ୱାନ-ବୋ-ରଉଫ-୧୫ ଅକ୍ଷର ପଟେଲ-ରନଆଉଟ-୨ ହାର୍ଦ୍ଦିକ ପାଣ୍ଡ୍ୟା-କ-ବାବର ଆଜମ-ବୋ-ନୱାଜ-୪୦ ଦୀନେଶ କାର୍ତ୍ତିକ-ଷ୍ଟମ୍ପ-ରିଜ୍ୱାନ-୧ ରବିଚନ୍ଦ୍ରନ ଅଶ୍ୱିନ-ନଟଆଉଟ-୧ ଅତିରିକ୍ତ-୧୧ ମୋଟ: (୨୦ ଓଭର, ୬ ୱିକେଟ) ୧୬୦। ୱିକେଟ ପତନ: ୧/୭, ୨/୧୦, ୩/୨୬, ୪/୩୧, ୫/୧୪୪, ୬/୧୫୮ ବୋଲିଂ (ପାକିସ୍ତାନ) ଶାହିନ ଆଫ୍ରିଦି ୪-୦-୩୪-୦ ନସିମ ଶାହ ୪-୦-୨୩-୧ ହାରିସ ରଉଫ ୪-୦-୩୬-୨ ଶାଦବ ଖାନ ୪-୦-୨୧-୦ ମହମ୍ମଦ ନୱାଜ ୪-୦-୪୨-୨ <box>825 346 927 580</box>
